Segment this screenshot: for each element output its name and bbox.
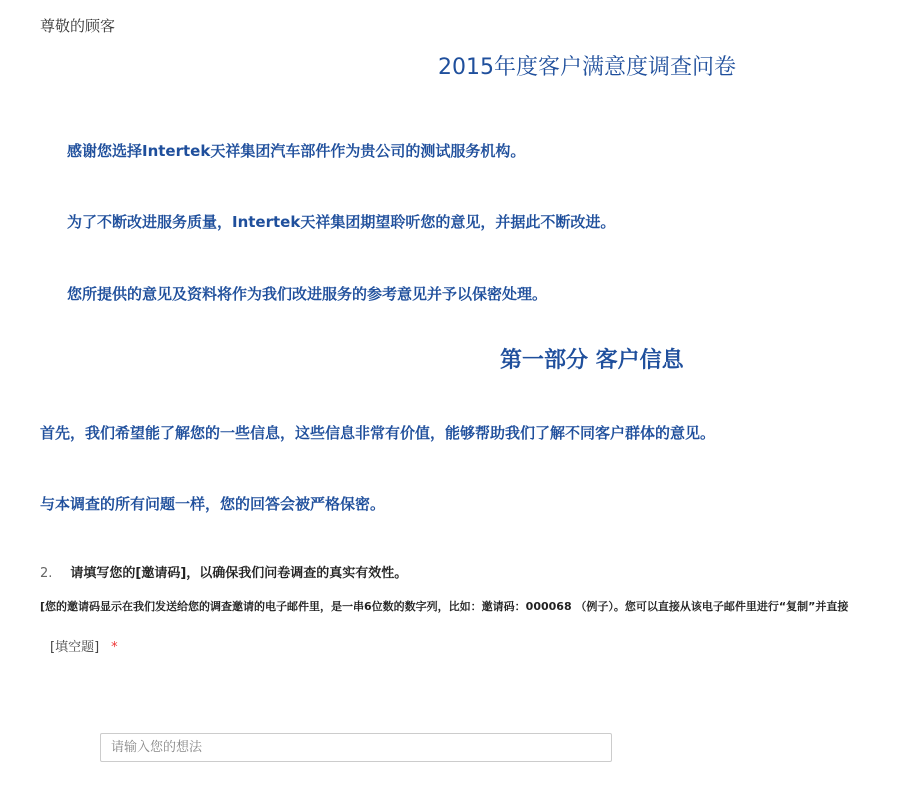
question-type-label: [填空题] <box>50 640 100 655</box>
required-asterisk: * <box>111 640 118 655</box>
intro-line-3: 您所提供的意见及资料将作为我们改进服务的参考意见并予以保密处理。 <box>67 285 548 303</box>
intro-line-1: 感谢您选择Intertek天祥集团汽车部件作为贵公司的测试服务机构。 <box>67 142 526 160</box>
survey-title: 2015年度客户满意度调查问卷 <box>438 55 736 80</box>
section-description-2: 与本调查的所有问题一样，您的回答会被严格保密。 <box>40 495 386 513</box>
section-title: 第一部分 客户信息 <box>500 348 684 373</box>
question-type-row <box>50 636 118 655</box>
intro-line-2: 为了不断改进服务质量，Intertek天祥集团期望聆听您的意见，并据此不断改进。 <box>67 213 616 231</box>
question-2 <box>40 562 407 581</box>
section-description-1: 首先，我们希望能了解您的一些信息，这些信息非常有价值，能够帮助我们了解不同客户群体的意见。 <box>40 424 716 442</box>
greeting-text: 尊敬的顾客 <box>40 17 116 35</box>
question-text: 请填写您的[邀请码]，以确保我们问卷调查的真实有效性。 <box>70 566 408 581</box>
answer-input[interactable] <box>100 733 612 762</box>
question-number: 2. <box>40 566 53 581</box>
question-hint: [您的邀请码显示在我们发送给您的调查邀请的电子邮件里，是一串6位数的数字列，比如：邀请码：000068 （例子）。您可以直接从该电子邮件里进行“复制”并直接 <box>40 600 849 613</box>
